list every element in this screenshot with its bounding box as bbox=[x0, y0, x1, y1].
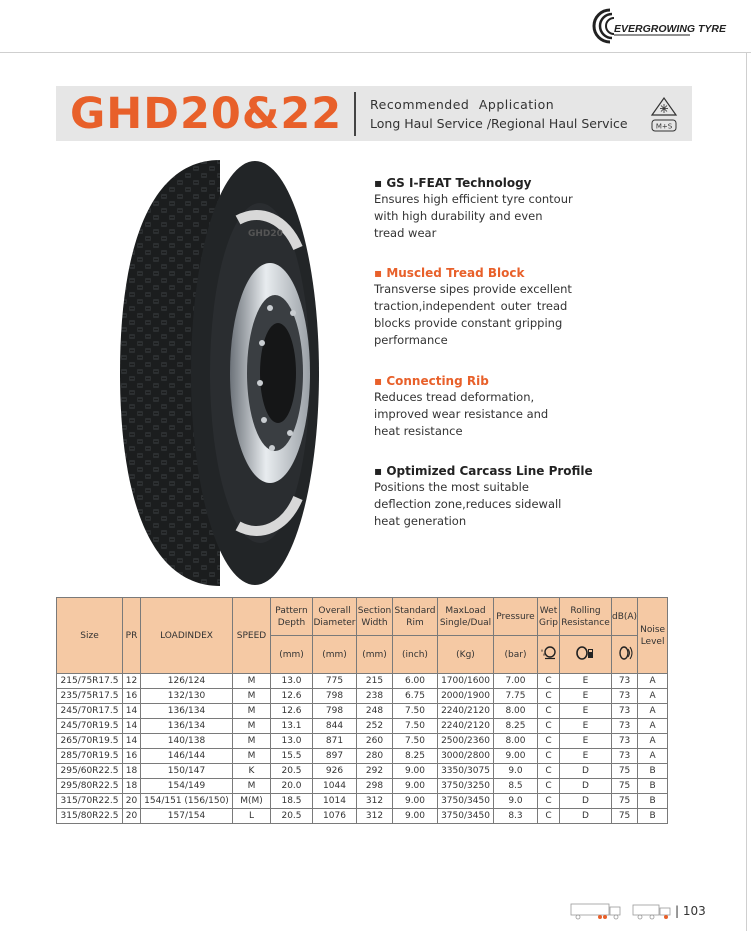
table-row bbox=[57, 689, 668, 704]
cell-maxload: 3750/3450 bbox=[438, 809, 494, 824]
cell-rolling-resistance: E bbox=[560, 749, 612, 764]
application-line-2: Long Haul Service /Regional Haul Service bbox=[370, 116, 628, 131]
cell-speed: M bbox=[233, 704, 271, 719]
cell-overall-diameter: 897 bbox=[313, 749, 357, 764]
table-row bbox=[57, 779, 668, 794]
header-overall-diameter: Overall Diameter bbox=[313, 598, 357, 636]
cell-speed: M bbox=[233, 689, 271, 704]
header-rolling-resistance: Rolling Resistance bbox=[560, 598, 612, 636]
table-row bbox=[57, 674, 668, 689]
cell-size: 235/75R17.5 bbox=[57, 689, 123, 704]
table-row bbox=[57, 719, 668, 734]
cell-section-width: 312 bbox=[357, 809, 393, 824]
application-line-1: Recommended Application bbox=[370, 97, 555, 112]
table-row bbox=[57, 794, 668, 809]
feature-1-title: ▪ GS I-FEAT Technology bbox=[374, 176, 532, 190]
cell-db: 73 bbox=[612, 749, 638, 764]
cell-noise-level: A bbox=[638, 674, 668, 689]
cell-pattern-depth: 15.5 bbox=[271, 749, 313, 764]
cell-loadindex: 126/124 bbox=[141, 674, 233, 689]
header-loadindex: LOADINDEX bbox=[141, 598, 233, 674]
cell-pr: 16 bbox=[123, 749, 141, 764]
cell-db: 73 bbox=[612, 689, 638, 704]
spec-table bbox=[56, 597, 668, 824]
header-size: Size bbox=[57, 598, 123, 674]
cell-section-width: 252 bbox=[357, 719, 393, 734]
cell-section-width: 260 bbox=[357, 734, 393, 749]
table-row bbox=[57, 809, 668, 824]
cell-wet-grip: C bbox=[538, 749, 560, 764]
cell-wet-grip: C bbox=[538, 674, 560, 689]
cell-db: 73 bbox=[612, 674, 638, 689]
cell-section-width: 280 bbox=[357, 749, 393, 764]
fuel-pump-icon bbox=[576, 646, 596, 660]
header-maxload: MaxLoad Single/Dual bbox=[438, 598, 494, 636]
cell-pressure: 7.00 bbox=[494, 674, 538, 689]
table-row bbox=[57, 749, 668, 764]
unit-standard-rim: (inch) bbox=[393, 636, 438, 674]
cell-speed: M bbox=[233, 719, 271, 734]
unit-overall-diameter: (mm) bbox=[313, 636, 357, 674]
cell-size: 295/60R22.5 bbox=[57, 764, 123, 779]
cell-speed: M bbox=[233, 749, 271, 764]
feature-3-body-line: Reduces tread deformation, bbox=[374, 390, 535, 404]
cell-loadindex: 154/151 (156/150) bbox=[141, 794, 233, 809]
cell-pattern-depth: 13.1 bbox=[271, 719, 313, 734]
unit-pattern-depth: (mm) bbox=[271, 636, 313, 674]
feature-4-body-line: Positions the most suitable bbox=[374, 480, 529, 494]
cell-loadindex: 154/149 bbox=[141, 779, 233, 794]
cell-maxload: 3750/3250 bbox=[438, 779, 494, 794]
noise-speaker-icon bbox=[617, 646, 633, 660]
cell-rolling-resistance: D bbox=[560, 779, 612, 794]
cell-pattern-depth: 13.0 bbox=[271, 674, 313, 689]
header-standard-rim: Standard Rim bbox=[393, 598, 438, 636]
wet-grip-icon-cell bbox=[538, 636, 560, 674]
cell-standard-rim: 6.00 bbox=[393, 674, 438, 689]
cell-wet-grip: C bbox=[538, 689, 560, 704]
cell-pattern-depth: 20.5 bbox=[271, 764, 313, 779]
cell-pressure: 9.0 bbox=[494, 794, 538, 809]
cell-overall-diameter: 798 bbox=[313, 704, 357, 719]
cell-pr: 20 bbox=[123, 794, 141, 809]
cell-section-width: 298 bbox=[357, 779, 393, 794]
cell-maxload: 3750/3450 bbox=[438, 794, 494, 809]
cell-noise-level: A bbox=[638, 719, 668, 734]
rolling-icon-cell bbox=[560, 636, 612, 674]
truck-trailer-icon bbox=[570, 902, 622, 920]
cell-rolling-resistance: D bbox=[560, 794, 612, 809]
cell-section-width: 215 bbox=[357, 674, 393, 689]
three-peak-snowflake-icon bbox=[650, 95, 678, 133]
header-pressure: Pressure bbox=[494, 598, 538, 636]
cell-rolling-resistance: D bbox=[560, 809, 612, 824]
cell-pressure: 9.0 bbox=[494, 764, 538, 779]
cell-size: 215/75R17.5 bbox=[57, 674, 123, 689]
model-title: GHD20&22 bbox=[70, 89, 343, 139]
cell-maxload: 3350/3075 bbox=[438, 764, 494, 779]
cell-overall-diameter: 798 bbox=[313, 689, 357, 704]
feature-1-body-line: with high durability and even bbox=[374, 209, 543, 223]
cell-loadindex: 157/154 bbox=[141, 809, 233, 824]
cell-size: 265/70R19.5 bbox=[57, 734, 123, 749]
cell-overall-diameter: 844 bbox=[313, 719, 357, 734]
unit-pressure: (bar) bbox=[494, 636, 538, 674]
cell-size: 245/70R17.5 bbox=[57, 704, 123, 719]
cell-noise-level: A bbox=[638, 704, 668, 719]
table-row bbox=[57, 734, 668, 749]
cell-speed: M bbox=[233, 779, 271, 794]
cell-standard-rim: 9.00 bbox=[393, 794, 438, 809]
cell-db: 73 bbox=[612, 719, 638, 734]
cell-wet-grip: C bbox=[538, 704, 560, 719]
right-divider bbox=[746, 52, 747, 931]
cell-db: 75 bbox=[612, 794, 638, 809]
table-row bbox=[57, 764, 668, 779]
feature-2-body-line: Transverse sipes provide excellent bbox=[374, 282, 572, 296]
cell-pr: 20 bbox=[123, 809, 141, 824]
cell-rolling-resistance: E bbox=[560, 704, 612, 719]
banner-divider bbox=[354, 92, 356, 136]
brand-logo-text: EVERGROWING TYRE bbox=[614, 23, 727, 35]
cell-db: 73 bbox=[612, 704, 638, 719]
cell-speed: L bbox=[233, 809, 271, 824]
cell-wet-grip: C bbox=[538, 734, 560, 749]
feature-4-title: ▪ Optimized Carcass Line Profile bbox=[374, 464, 593, 478]
tyre-image bbox=[120, 158, 320, 588]
cell-maxload: 2240/2120 bbox=[438, 719, 494, 734]
cell-pattern-depth: 18.5 bbox=[271, 794, 313, 809]
cell-pr: 16 bbox=[123, 689, 141, 704]
header-section-width: Section Width bbox=[357, 598, 393, 636]
cell-size: 285/70R19.5 bbox=[57, 749, 123, 764]
cell-standard-rim: 7.50 bbox=[393, 704, 438, 719]
cell-pr: 14 bbox=[123, 719, 141, 734]
cell-size: 295/80R22.5 bbox=[57, 779, 123, 794]
cell-size: 315/80R22.5 bbox=[57, 809, 123, 824]
cell-maxload: 2240/2120 bbox=[438, 704, 494, 719]
cell-standard-rim: 9.00 bbox=[393, 764, 438, 779]
brand-logo bbox=[594, 6, 727, 46]
header-pr: PR bbox=[123, 598, 141, 674]
feature-3-body-line: heat resistance bbox=[374, 424, 463, 438]
cell-pressure: 8.5 bbox=[494, 779, 538, 794]
cell-standard-rim: 9.00 bbox=[393, 809, 438, 824]
cell-overall-diameter: 1044 bbox=[313, 779, 357, 794]
cell-pr: 18 bbox=[123, 779, 141, 794]
cell-pressure: 9.00 bbox=[494, 749, 538, 764]
cell-rolling-resistance: E bbox=[560, 674, 612, 689]
feature-3-title: ▪ Connecting Rib bbox=[374, 374, 489, 388]
cell-overall-diameter: 871 bbox=[313, 734, 357, 749]
cell-loadindex: 136/134 bbox=[141, 719, 233, 734]
cell-loadindex: 132/130 bbox=[141, 689, 233, 704]
unit-section-width: (mm) bbox=[357, 636, 393, 674]
header-speed: SPEED bbox=[233, 598, 271, 674]
cell-speed: K bbox=[233, 764, 271, 779]
sidewall-text: GHD20 bbox=[248, 229, 283, 239]
cell-loadindex: 136/134 bbox=[141, 704, 233, 719]
cell-standard-rim: 7.50 bbox=[393, 734, 438, 749]
cell-size: 245/70R19.5 bbox=[57, 719, 123, 734]
cell-rolling-resistance: D bbox=[560, 764, 612, 779]
feature-2 bbox=[374, 266, 579, 349]
feature-4-body-line: heat generation bbox=[374, 514, 467, 528]
cell-maxload: 2000/1900 bbox=[438, 689, 494, 704]
cell-section-width: 248 bbox=[357, 704, 393, 719]
cell-speed: M(M) bbox=[233, 794, 271, 809]
cell-pattern-depth: 12.6 bbox=[271, 704, 313, 719]
cell-pr: 14 bbox=[123, 704, 141, 719]
wet-grip-icon bbox=[541, 646, 557, 660]
cell-maxload: 2500/2360 bbox=[438, 734, 494, 749]
cell-speed: M bbox=[233, 734, 271, 749]
table-row bbox=[57, 704, 668, 719]
cell-rolling-resistance: E bbox=[560, 689, 612, 704]
page-number: | 103 bbox=[675, 904, 706, 918]
cell-wet-grip: C bbox=[538, 809, 560, 824]
feature-2-title: ▪ Muscled Tread Block bbox=[374, 266, 525, 280]
cell-wet-grip: C bbox=[538, 764, 560, 779]
cell-wet-grip: C bbox=[538, 719, 560, 734]
header-pattern-depth: Pattern Depth bbox=[271, 598, 313, 636]
cell-db: 75 bbox=[612, 809, 638, 824]
cell-maxload: 3000/2800 bbox=[438, 749, 494, 764]
cell-pattern-depth: 12.6 bbox=[271, 689, 313, 704]
cell-overall-diameter: 775 bbox=[313, 674, 357, 689]
cell-pressure: 7.75 bbox=[494, 689, 538, 704]
noise-icon-cell bbox=[612, 636, 638, 674]
feature-3-body-line: improved wear resistance and bbox=[374, 407, 549, 421]
cell-wet-grip: C bbox=[538, 794, 560, 809]
cell-noise-level: A bbox=[638, 689, 668, 704]
winter-badge-text: M+S bbox=[655, 122, 673, 131]
cell-noise-level: B bbox=[638, 809, 668, 824]
cell-db: 73 bbox=[612, 734, 638, 749]
cell-section-width: 312 bbox=[357, 794, 393, 809]
header-noise-level: Noise Level bbox=[638, 598, 668, 674]
cell-section-width: 292 bbox=[357, 764, 393, 779]
spec-table-body bbox=[57, 674, 668, 824]
feature-4-body-line: deflection zone,reduces sidewall bbox=[374, 497, 562, 511]
cell-loadindex: 140/138 bbox=[141, 734, 233, 749]
cell-section-width: 238 bbox=[357, 689, 393, 704]
cell-maxload: 1700/1600 bbox=[438, 674, 494, 689]
cell-pr: 14 bbox=[123, 734, 141, 749]
cell-db: 75 bbox=[612, 764, 638, 779]
cell-overall-diameter: 1076 bbox=[313, 809, 357, 824]
cell-db: 75 bbox=[612, 779, 638, 794]
cell-standard-rim: 9.00 bbox=[393, 779, 438, 794]
cell-pressure: 8.00 bbox=[494, 704, 538, 719]
unit-maxload: (Kg) bbox=[438, 636, 494, 674]
feature-1-body-line: Ensures high efficient tyre contour bbox=[374, 192, 573, 206]
cell-pr: 12 bbox=[123, 674, 141, 689]
cell-standard-rim: 7.50 bbox=[393, 719, 438, 734]
cell-noise-level: B bbox=[638, 764, 668, 779]
feature-1-body-line: tread wear bbox=[374, 226, 437, 240]
cell-pr: 18 bbox=[123, 764, 141, 779]
cell-loadindex: 146/144 bbox=[141, 749, 233, 764]
truck-icon bbox=[632, 902, 674, 920]
feature-2-body-line: performance bbox=[374, 333, 448, 347]
cell-noise-level: B bbox=[638, 794, 668, 809]
cell-pressure: 8.00 bbox=[494, 734, 538, 749]
feature-1 bbox=[374, 176, 579, 242]
feature-3 bbox=[374, 374, 579, 440]
cell-standard-rim: 8.25 bbox=[393, 749, 438, 764]
cell-pattern-depth: 13.0 bbox=[271, 734, 313, 749]
top-divider bbox=[0, 52, 751, 53]
cell-overall-diameter: 926 bbox=[313, 764, 357, 779]
cell-rolling-resistance: E bbox=[560, 719, 612, 734]
cell-size: 315/70R22.5 bbox=[57, 794, 123, 809]
cell-pressure: 8.25 bbox=[494, 719, 538, 734]
cell-loadindex: 150/147 bbox=[141, 764, 233, 779]
cell-noise-level: A bbox=[638, 749, 668, 764]
feature-2-body-line: traction,independent outer tread bbox=[374, 299, 568, 313]
feature-2-body-line: blocks provide constant gripping bbox=[374, 316, 563, 330]
cell-speed: M bbox=[233, 674, 271, 689]
header-wet-grip: Wet Grip bbox=[538, 598, 560, 636]
cell-pattern-depth: 20.5 bbox=[271, 809, 313, 824]
feature-4 bbox=[374, 464, 593, 530]
header-db: dB(A) bbox=[612, 598, 638, 636]
cell-noise-level: A bbox=[638, 734, 668, 749]
cell-overall-diameter: 1014 bbox=[313, 794, 357, 809]
cell-standard-rim: 6.75 bbox=[393, 689, 438, 704]
cell-noise-level: B bbox=[638, 779, 668, 794]
cell-pattern-depth: 20.0 bbox=[271, 779, 313, 794]
cell-wet-grip: C bbox=[538, 779, 560, 794]
cell-pressure: 8.3 bbox=[494, 809, 538, 824]
cell-rolling-resistance: E bbox=[560, 734, 612, 749]
